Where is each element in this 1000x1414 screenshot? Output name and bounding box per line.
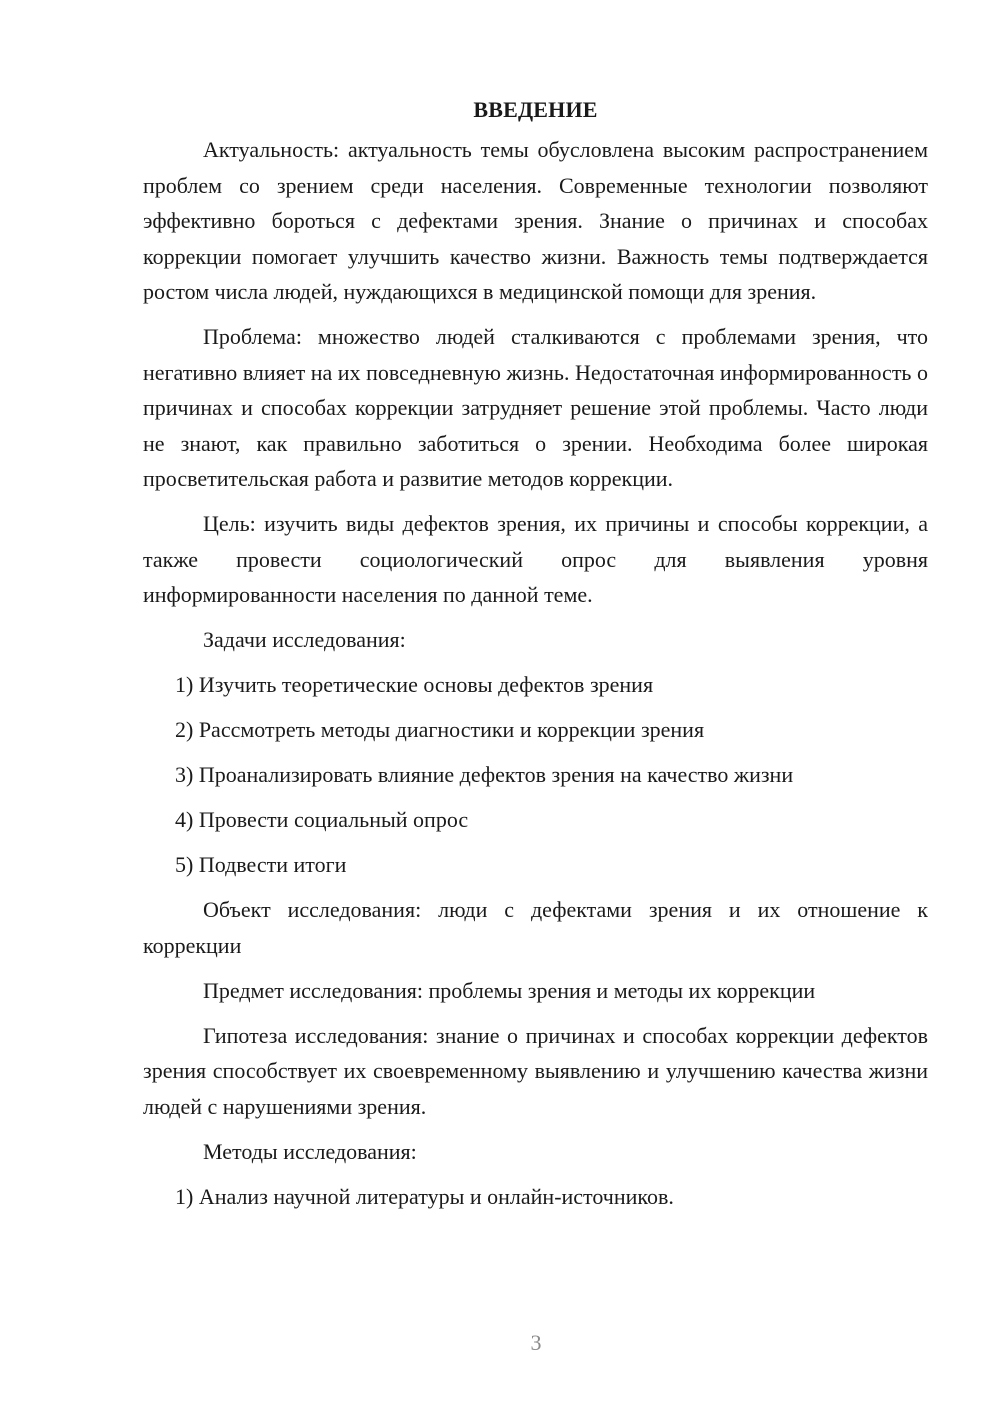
methods-heading: Методы исследования: [203, 1138, 417, 1164]
list-item: 3) Проанализировать влияние дефектов зрения на качество жизни [175, 762, 794, 787]
paragraph-subject: Предмет исследования: проблемы зрения и методы их коррекции [203, 977, 816, 1003]
document-page [143, 92, 928, 1224]
tasks-heading: Задачи исследования: [203, 627, 406, 652]
list-item: 1) Изучить теоретические основы дефектов зрения [175, 672, 654, 697]
paragraph-goal: Цель: изучить виды дефектов зрения, их причины и способы коррекции, а также провести социологический опрос для выявления уровня информированности населения по данной теме. [143, 511, 928, 607]
paragraph-problem: Проблема: множество людей сталкиваются с проблемами зрения, что негативно влияет на их повседневную жизнь. Недостаточная информированность о причинах и способах коррекции затрудняет решение этой проблемы. Часто люди не знают, как правильно заботиться о зрении. Необходима более широкая просветительская работа и развитие методов коррекции. [143, 324, 928, 491]
list-item: 5) Подвести итоги [175, 852, 347, 877]
list-item: 4) Провести социальный опрос [175, 807, 469, 832]
list-item: 2) Рассмотреть методы диагностики и коррекции зрения [175, 717, 705, 742]
paragraph-relevance: Актуальность: актуальность темы обусловлена высоким распространением проблем со зрением среди населения. Современные технологии позволяют эффективно бороться с дефектами зрения. Знание о причинах и способах коррекции помогает улучшить качество жизни. Важность темы подтверждается ростом числа людей, нуждающихся в медицинской помощи для зрения. [143, 137, 928, 304]
methods-list [143, 1179, 928, 1215]
tasks-list [143, 667, 928, 883]
paragraph-object: Объект исследования: люди с дефектами зрения и их отношение к коррекции [143, 897, 928, 958]
list-item: 1) Анализ научной литературы и онлайн-источников. [175, 1183, 674, 1209]
page-number: 3 [530, 1330, 542, 1355]
paragraph-hypothesis: Гипотеза исследования: знание о причинах и способах коррекции дефектов зрения способствует их своевременному выявлению и улучшению качества жизни людей с нарушениями зрения. [143, 1022, 928, 1119]
section-title: ВВЕДЕНИЕ [473, 97, 598, 122]
